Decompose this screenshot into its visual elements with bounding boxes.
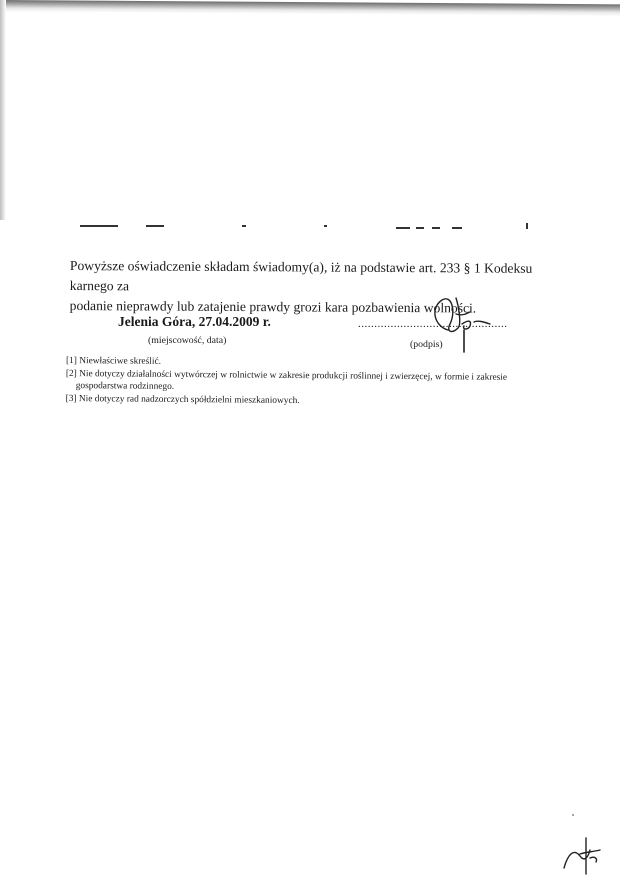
statement-paragraph bbox=[70, 256, 570, 319]
scan-speck bbox=[572, 814, 574, 816]
handwritten-signature bbox=[418, 290, 493, 356]
handwritten-initials bbox=[560, 828, 610, 875]
place-date: Jelenia Góra, 27.04.2009 r. bbox=[118, 314, 271, 329]
scan-top-edge bbox=[0, 0, 620, 16]
footnote-continuation: gospodarstwa rodzinnego. bbox=[75, 380, 175, 392]
scan-left-edge bbox=[0, 0, 6, 220]
footnote-marker: [2] bbox=[65, 368, 77, 380]
statement-line-2: podanie nieprawdy lub zatajenie prawdy grozi kara pozbawienia wolności. bbox=[69, 297, 477, 316]
statement-line-1: Powyższe oświadczenie składam świadomy(a), iż na podstawie art. 233 § 1 Kodeksu karnego za bbox=[69, 257, 533, 294]
footnote-text: Nie dotyczy działalności wytwórczej w rolnictwie w zakresie produkcji roślinnej i zwierzęcej, w formie i zakresie bbox=[79, 369, 508, 383]
footnote-text: Niewłaściwe skreślić. bbox=[79, 356, 162, 367]
place-date-caption: (miejscowość, data) bbox=[148, 335, 227, 346]
truncated-text-fragments bbox=[80, 222, 550, 230]
footnote-2 bbox=[66, 369, 576, 396]
footnote-text: Nie dotyczy rad nadzorczych spółdzielni mieszkaniowych. bbox=[78, 393, 300, 406]
signature-caption: (podpis) bbox=[410, 339, 443, 350]
footnote-marker: [3] bbox=[65, 393, 77, 404]
footnotes bbox=[66, 356, 576, 411]
footnote-3 bbox=[66, 393, 576, 409]
signature-dotted-line: .............................................. bbox=[358, 318, 508, 330]
footnote-marker: [1] bbox=[65, 356, 77, 367]
